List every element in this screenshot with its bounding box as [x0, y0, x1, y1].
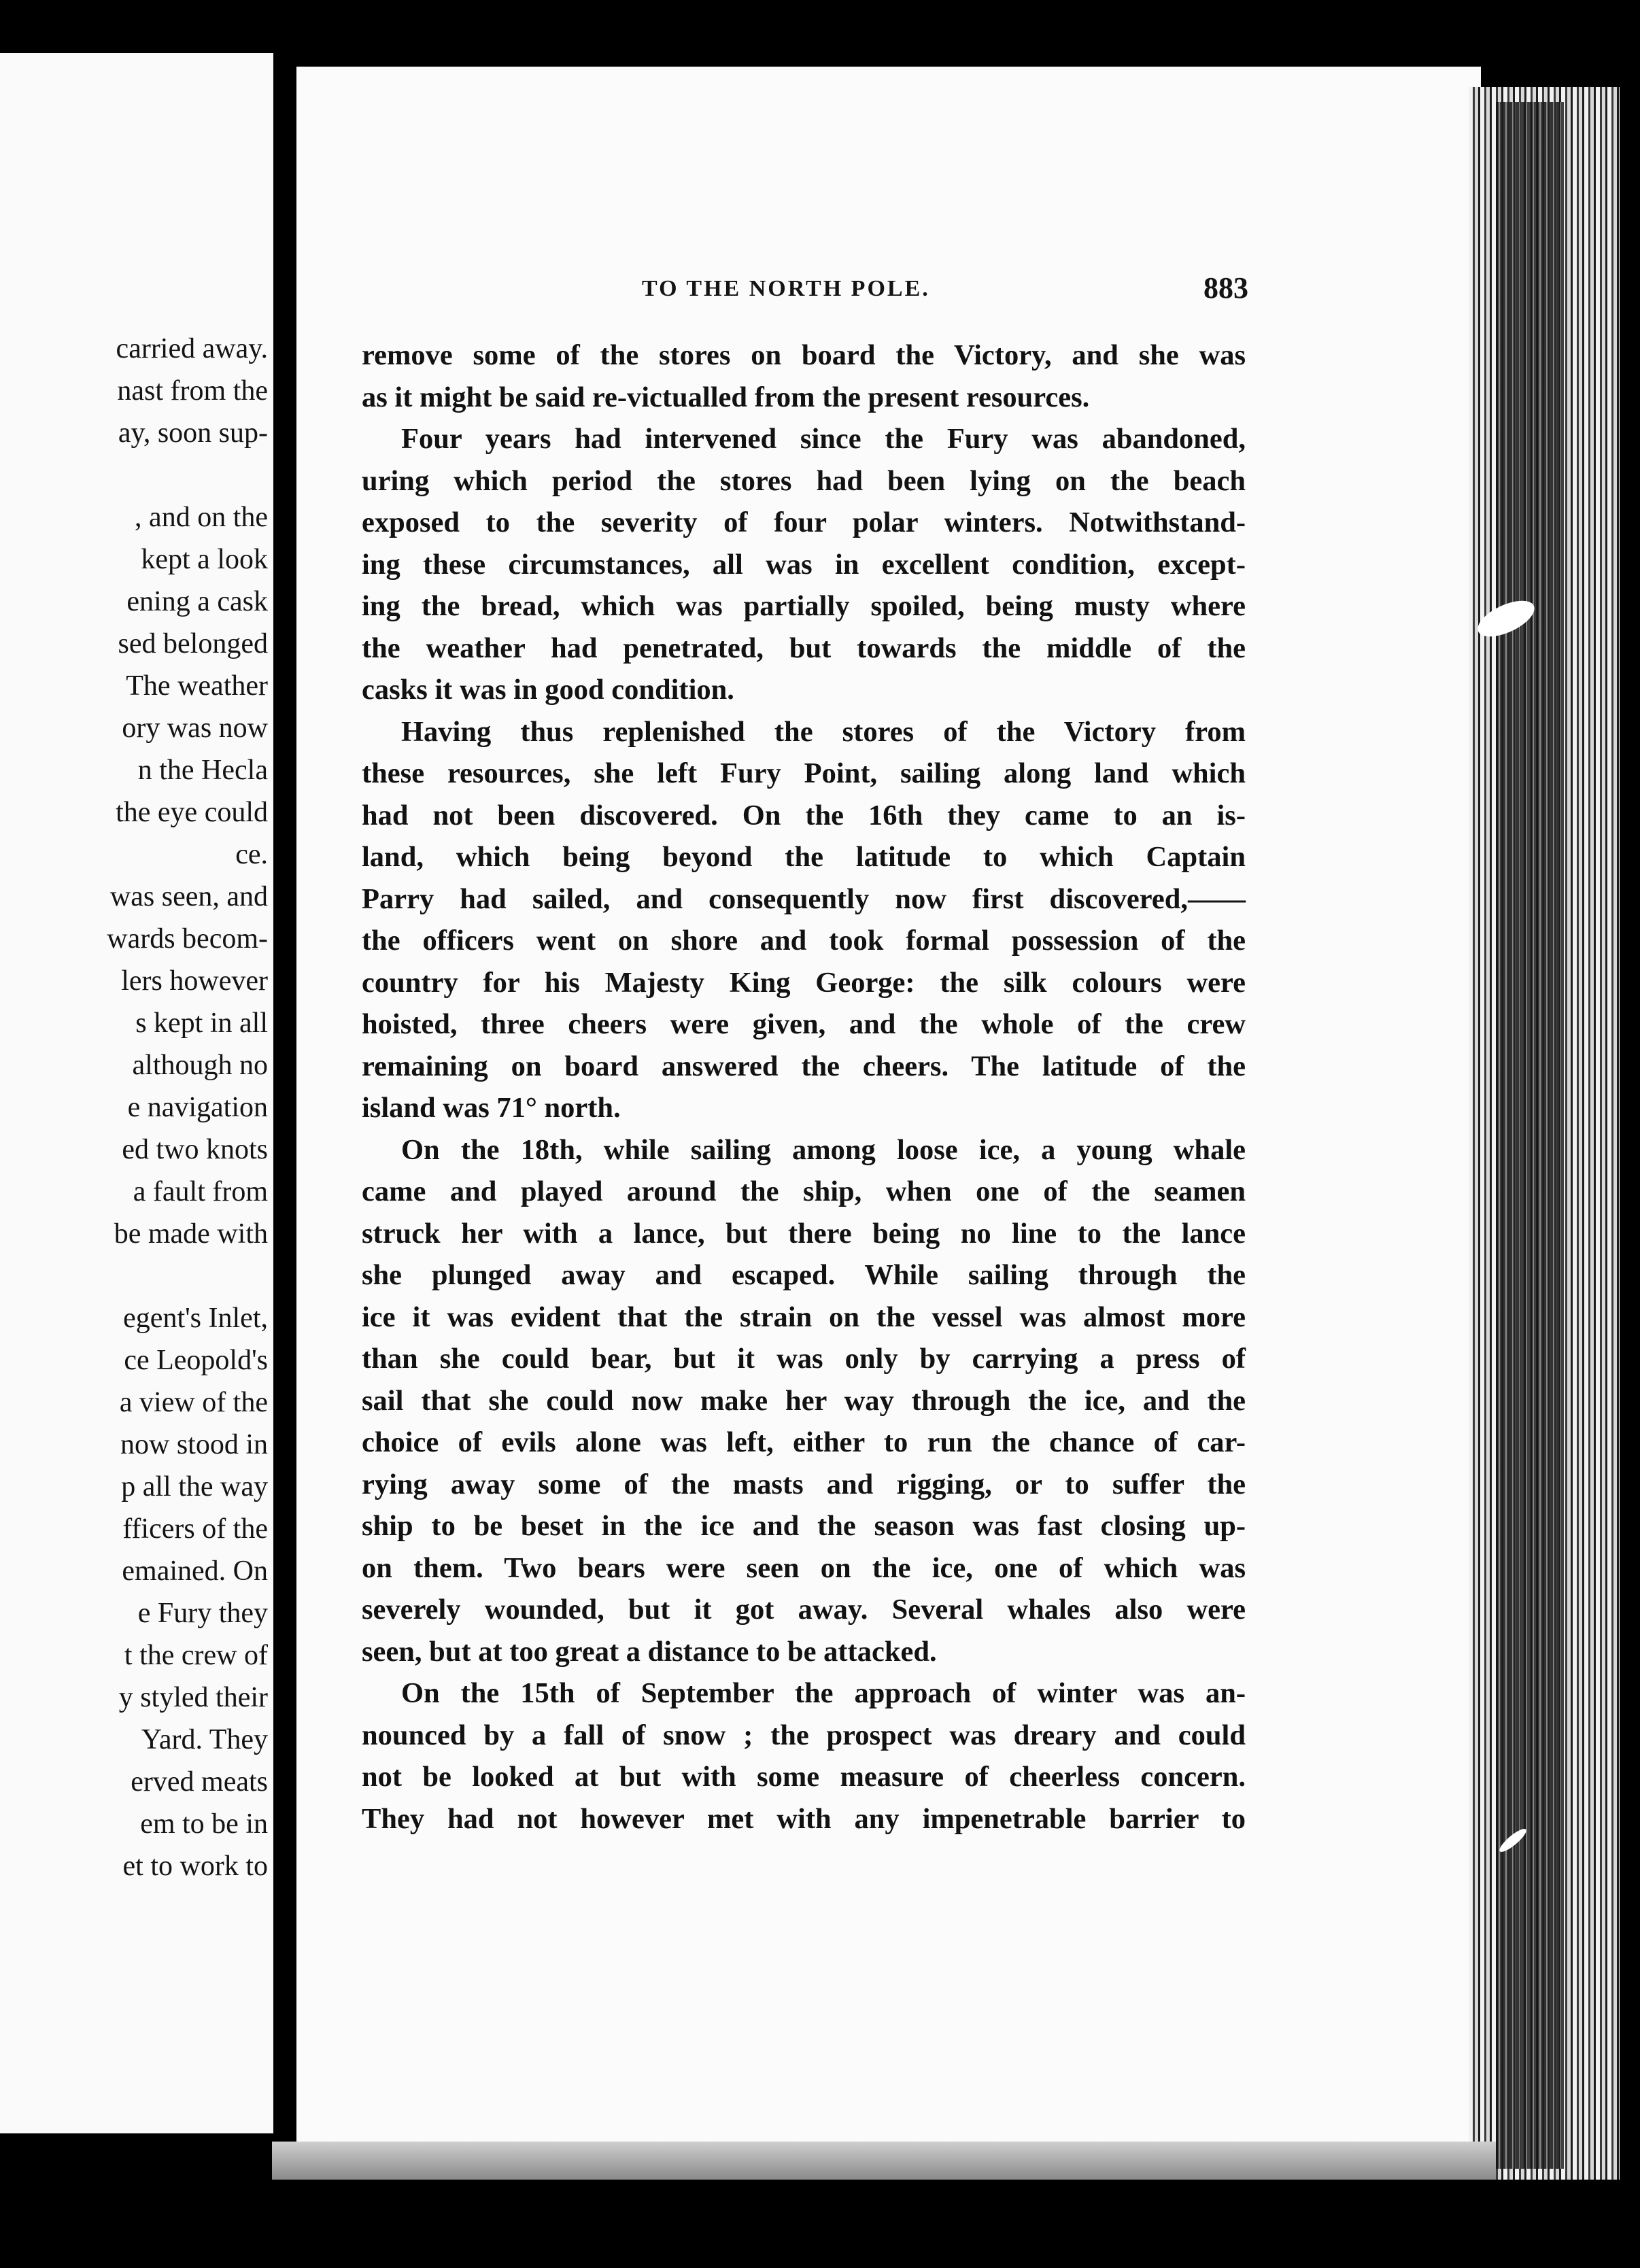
left-page-line: em to be in [140, 1808, 268, 1840]
text-line: ing these circumstances, all was in excellent condition, except- [362, 548, 1246, 581]
text-line: nounced by a fall of snow ; the prospect was dreary and could [362, 1719, 1246, 1751]
left-page-line: nast from the [117, 375, 268, 407]
text-line: ing the bread, which was partially spoiled, being musty where [362, 590, 1246, 622]
text-line: not be looked at but with some measure of cheerless concern. [362, 1761, 1246, 1793]
book-gutter [273, 41, 296, 2148]
left-page-line: ay, soon sup- [118, 417, 268, 449]
text-line: than she could bear, but it was only by carrying a press of [362, 1343, 1246, 1375]
text-line: on them. Two bears were seen on the ice, one of which was [362, 1551, 1246, 1584]
text-line: ice it was evident that the strain on the vessel was almost more [362, 1301, 1246, 1333]
page-number: 883 [1203, 271, 1248, 305]
text-line: severely wounded, but it got away. Several whales also were [362, 1594, 1246, 1626]
running-head: TO THE NORTH POLE. [642, 276, 930, 301]
page-edges-shadow [1496, 102, 1564, 2169]
text-line: these resources, she left Fury Point, sailing along land which [362, 757, 1246, 789]
left-page-line: emained. On [122, 1556, 268, 1587]
text-line: the weather had penetrated, but towards the middle of the [362, 632, 1246, 664]
left-page-fragment [0, 53, 273, 2133]
left-page-line: wards becom- [107, 923, 268, 955]
left-page-line: y styled their [118, 1682, 268, 1713]
left-page-line: erved meats [131, 1766, 268, 1798]
left-page-line: ce Leopold's [124, 1345, 268, 1376]
left-page-line: be made with [114, 1218, 268, 1250]
left-page-line: was seen, and [109, 881, 268, 912]
left-page-line: t the crew of [124, 1640, 268, 1671]
left-page-line: Yard. They [141, 1724, 268, 1755]
text-line: ship to be beset in the ice and the season was fast closing up- [362, 1510, 1246, 1542]
left-page-line: ce. [235, 839, 268, 870]
text-line: casks it was in good condition. [362, 674, 734, 706]
left-page-line: The weather [126, 670, 268, 702]
text-line: the officers went on shore and took formal possession of the [362, 925, 1246, 957]
left-page-lines [0, 328, 273, 1887]
text-line: she plunged away and escaped. While sailing through the [362, 1259, 1246, 1291]
left-page-line: the eye could [116, 797, 268, 828]
text-line: On the 15th of September the approach of winter was an- [401, 1677, 1246, 1709]
left-page-line: egent's Inlet, [123, 1303, 268, 1334]
text-line: as it might be said re-victualled from the present resources. [362, 381, 1090, 413]
left-page-line: now stood in [120, 1429, 268, 1460]
left-page-line: sed belonged [118, 628, 268, 659]
left-page-line: , and on the [135, 502, 268, 533]
text-line: Having thus replenished the stores of the Victory from [401, 715, 1246, 748]
text-line: island was 71° north. [362, 1092, 621, 1124]
text-line: country for his Majesty King George: the silk colours were [362, 966, 1246, 999]
left-page-line: a fault from [133, 1176, 268, 1207]
text-line: On the 18th, while sailing among loose ice, a young whale [401, 1133, 1246, 1166]
page-header [364, 271, 1248, 314]
left-page-line: et to work to [122, 1851, 268, 1882]
left-page-line: a view of the [119, 1387, 268, 1418]
text-line: sail that she could now make her way through the ice, and the [362, 1384, 1246, 1417]
left-page-line: ory was now [122, 712, 268, 744]
text-line: had not been discovered. On the 16th they came to an is- [362, 799, 1246, 831]
text-line: uring which period the stores had been lying on the beach [362, 464, 1246, 497]
left-page-line: lers however [121, 965, 268, 997]
left-page-line: kept a look [141, 544, 268, 575]
text-line: exposed to the severity of four polar winters. Notwithstand- [362, 506, 1246, 538]
text-line: seen, but at too great a distance to be attacked. [362, 1635, 937, 1668]
left-page-line: ed two knots [122, 1134, 268, 1165]
text-line: land, which being beyond the latitude to which Captain [362, 841, 1246, 873]
left-page-line: e navigation [127, 1092, 268, 1123]
left-page-line: carried away. [116, 333, 268, 364]
text-line: remove some of the stores on board the Victory, and she was [362, 339, 1246, 371]
text-line: rying away some of the masts and rigging, or to suffer the [362, 1468, 1246, 1500]
page-bottom-edge [272, 2142, 1496, 2180]
left-page-line: e Fury they [137, 1598, 268, 1629]
left-page-line [0, 1255, 273, 1297]
left-page-line: s kept in all [135, 1008, 268, 1039]
text-line: Parry had sailed, and consequently now first discovered,—— [362, 882, 1246, 915]
text-line: choice of evils alone was left, either to run the chance of car- [362, 1426, 1246, 1458]
text-line: They had not however met with any impenetrable barrier to [362, 1802, 1246, 1835]
text-line: remaining on board answered the cheers. The latitude of the [362, 1050, 1246, 1082]
text-line: came and played around the ship, when one of the seamen [362, 1175, 1246, 1207]
left-page-line: fficers of the [122, 1513, 268, 1545]
left-page-line: n the Hecla [137, 755, 268, 786]
left-page-line: although no [132, 1050, 268, 1081]
text-line: struck her with a lance, but there being no line to the lance [362, 1217, 1246, 1250]
text-line: hoisted, three cheers were given, and the whole of the crew [362, 1008, 1246, 1040]
left-page-line [0, 454, 273, 496]
body-text [362, 334, 1246, 1840]
left-page-line: p all the way [121, 1471, 268, 1502]
text-line: Four years had intervened since the Fury was abandoned, [401, 423, 1246, 455]
left-page-line: ening a cask [126, 586, 268, 617]
